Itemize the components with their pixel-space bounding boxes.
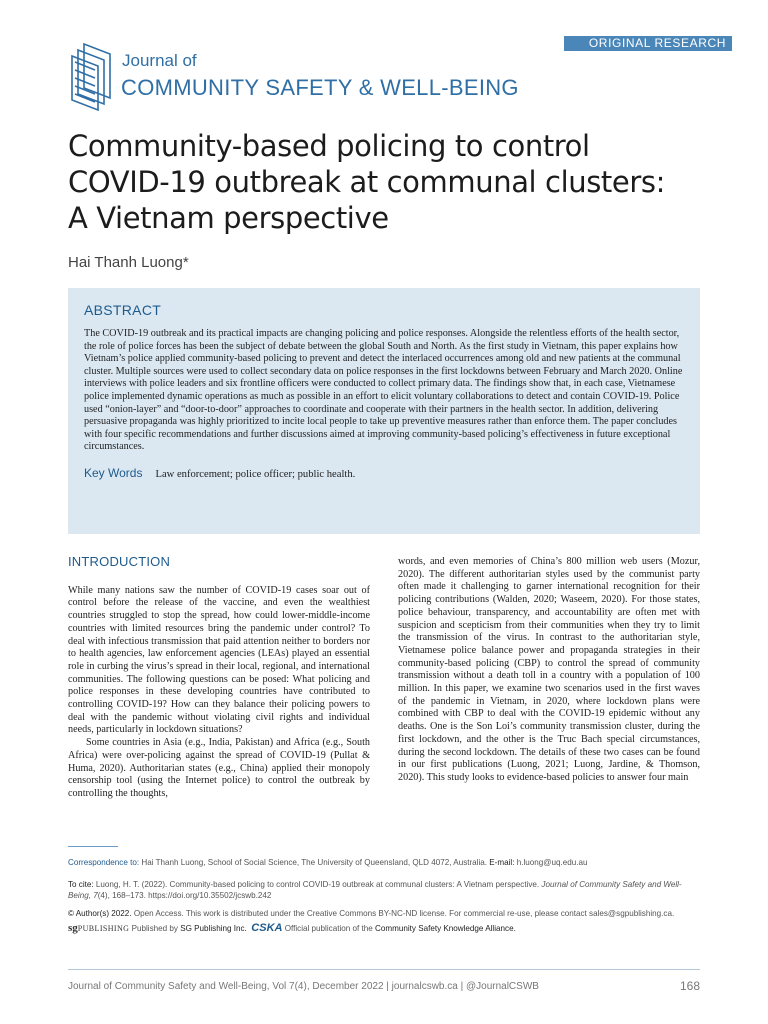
author-name: Hai Thanh Luong* <box>68 254 189 271</box>
keywords-label: Key Words <box>84 465 143 480</box>
article-type-tag: ORIGINAL RESEARCH <box>564 36 732 51</box>
sg-publishing-logo: sgPUBLISHING <box>68 922 130 934</box>
article-title <box>68 128 688 236</box>
license-label: © Author(s) 2022. <box>68 909 132 918</box>
paragraph: Some countries in Asia (e.g., India, Pakistan) and Africa (e.g., South Africa) were over-policing against the spread of COVID-19 (Pullat & Huma, 2020). Authoritarian states (e.g., China) applied their monopoly censorship tool (using the Internet police) to control the outbreak by controlling the thoughts, <box>68 737 370 799</box>
title-line-3: A Vietnam perspective <box>68 201 389 235</box>
citation-label: To cite: <box>68 880 94 889</box>
correspondence-text: Hai Thanh Luong, School of Social Science, The University of Queensland, QLD 4072, Australia. <box>141 858 488 867</box>
body-column-left <box>68 556 370 801</box>
keywords <box>84 466 684 480</box>
correspondence-note <box>68 857 700 868</box>
publisher-name: SG Publishing Inc. <box>180 924 247 933</box>
correspondence-label: Correspondence to: <box>68 858 140 867</box>
journal-name: COMMUNITY SAFETY & WELL-BEING <box>121 75 519 100</box>
footer-divider <box>68 969 700 970</box>
citation-rest[interactable]: (4), 168–173. https://doi.org/10.35502/jcswb.242 <box>97 891 272 900</box>
page-footer: Journal of Community Safety and Well-Being, Vol 7(4), December 2022 | journalcswb.ca | @JournalCSWB <box>68 981 539 992</box>
paragraph: While many nations saw the number of COVID-19 cases soar out of control before the release of the vaccine, and even the wealthiest countries struggled to stop the spread, how could lower-middle-income countries with limited resources bring the pandemic under control? To deal with infectious transmission that paid attention neither to borders nor to health agencies, law enforcement agencies (LEAs) played an essential role in curbing the virus’s spread in their local, regional, and international communities. The following questions can be posed: What policing and police responses in these developing countries have contributed to controlling COVID-19? How can they balance their policing powers to deal with the pandemic without violating civil rights and individual needs, particularly in lockdown situations? <box>68 584 370 736</box>
citation-text: Luong, H. T. (2022). Community-based policing to control COVID-19 outbreak at communal clusters: A Vietnam perspective. <box>95 880 540 889</box>
publisher-note <box>68 923 700 934</box>
published-by-label: Published by <box>131 924 178 933</box>
license-text: Open Access. This work is distributed under the Creative Commons BY-NC-ND license. For commercial re-use, please contact sales@sgpublishing.ca. <box>133 909 675 918</box>
abstract-box <box>68 288 700 534</box>
journal-logo-icon <box>66 40 116 120</box>
abstract-heading: ABSTRACT <box>84 302 162 318</box>
abstract-text: The COVID-19 outbreak and its practical impacts are changing policing and police responses. Alongside the relentless efforts of the health sector, the role of police forces has been the subject of debate between the global South and North. As the first study in Vietnam, this paper explains how Vietnam’s police applied community-based policing to prevent and detect the interlaced occurrences among old and new patients at the communal cluster. Multiple sources were used to collect secondary data on police responses in the first lockdowns between February and March 2020. Online interviews with police leaders and six frontline officers were conducted to collect primary data. The findings show that, in each case, Vietnamese police implemented dynamic operations as much as possible in an effort to elicit voluntary collaborations to detect and contain COVID-19. Police used “onion-layer” and “door-to-door” approaches to coordinate and cooperate with their partners in the health sector. In addition, delivering persuasive propaganda was highly prioritized to incite local people to take up preventive measures rather than enforce them. The paper concludes with four specific recommendations and further discussions aimed at improving community-based policing’s effectiveness in future exceptional circumstances. <box>84 328 683 453</box>
title-line-2: COVID-19 outbreak at communal clusters: <box>68 165 665 199</box>
citation-journal: Journal of Community Safety and Well-Being, 7 <box>68 880 682 900</box>
cska-logo: CSKA <box>251 922 283 934</box>
email-link[interactable]: h.luong@uq.edu.au <box>516 858 588 867</box>
journal-prefix: Journal of <box>122 51 197 70</box>
footnote-divider <box>68 846 118 847</box>
citation-note <box>68 879 700 901</box>
section-heading-introduction: INTRODUCTION <box>68 554 171 569</box>
email-label: E-mail: <box>489 858 515 867</box>
license-note <box>68 908 700 919</box>
paragraph: words, and even memories of China’s 800 million web users (Mozur, 2020). The different authoritarian styles used by the communist party often made it challenging to garner international recognition for their policing contributions (Walden, 2020; Waseem, 2020). For those states, police behaviour, transparency, and accountability are often met with suspicion and scepticism from their communities when they try to limit the transmission of the virus. In contrast to the authoritarian style, Vietnamese police balance power and propaganda strategies in their community-based policing (CBP) to control the spread of community transmission without a death toll in a country with a population of 100 million. In this paper, we examine two scenarios used in the first waves of the pandemic in Vietnam, in 2020, where lockdown plans were combined with CBP to deal with the COVID-19 epidemic without any deaths. One is the Son Loi’s community transmission cluster, during the first lockdown, and the other is the Truc Bach special circumstances, during the second lockdown. The details of these two cases can be found in our first publications (Luong, 2021; Luong, Jardine, & Thomson, 2020). This study looks to evidence-based policies to answer four main <box>398 556 700 783</box>
page-number: 168 <box>679 979 700 993</box>
keywords-text: Law enforcement; police officer; public health. <box>155 468 356 480</box>
title-line-1: Community-based policing to control <box>68 129 590 163</box>
official-label: Official publication of the <box>284 924 373 933</box>
body-column-right <box>398 556 700 785</box>
alliance-name: Community Safety Knowledge Alliance. <box>375 924 516 933</box>
